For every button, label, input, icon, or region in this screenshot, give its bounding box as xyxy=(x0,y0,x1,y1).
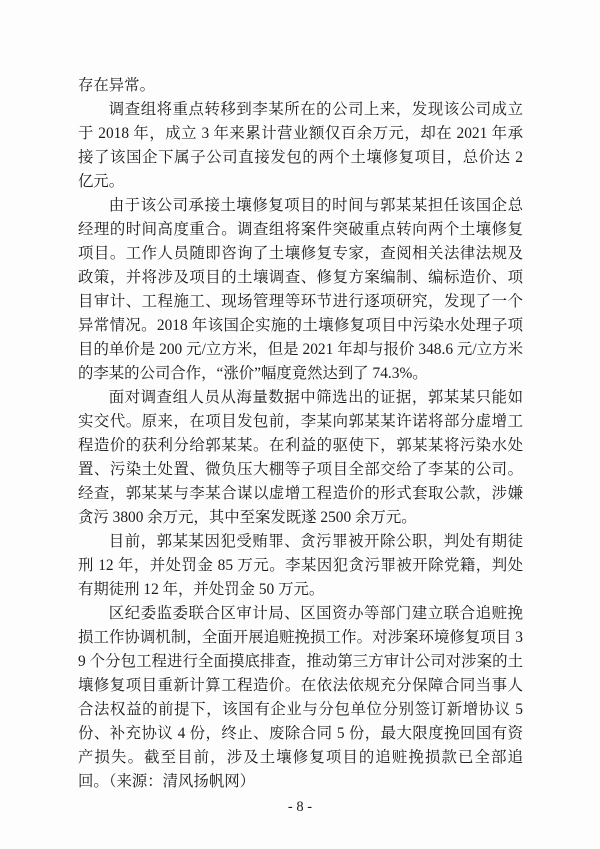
paragraph-confession: 面对调查组人员从海量数据中筛选出的证据，郭某某只能如实交代。原来，在项目发包前，李某向郭某某许诺将部分虚增工程造价的获利分给郭某某。在利益的驱使下，郭某某将污染水处置、污染土处置、微负压大棚等子项目全部交给了李某的公司。经查，郭某某与李某合谋以虚增工程造价的形式套取公款，涉嫌贪污 3800 余万元，其中至案发既遂 2500 余万元。 xyxy=(78,389,523,526)
document-body xyxy=(78,74,523,794)
paragraph-sentencing: 目前，郭某某因犯受贿罪、贪污罪被开除公职，判处有期徒刑 12 年，并处罚金 85 万元。李某因犯贪污罪被开除党籍，判处有期徒刑 12 年，并处罚金 50 万元。 xyxy=(78,533,523,598)
page-number: - 8 - xyxy=(287,799,313,815)
paragraph-investigation-detail: 由于该公司承接土壤修复项目的时间与郭某某担任该国企总经理的时间高度重合。调查组将案件突破重点转向两个土壤修复项目。工作人员随即咨询了土壤修复专家，查阅相关法律法规及政策，并将涉及项目的土壤调查、修复方案编制、编标造价、项目审计、工程施工、现场管理等环节进行逐项研究，发现了一个异常情况。2018 年该国企实施的土壤修复项目中污染水处理子项目的单价是 200 元/立方米，但是 2021 年却与报价 348.6 元/立方米的李某的公司合作，“涨价”幅度竟然达到了 74.3%。 xyxy=(78,197,523,382)
paragraph-recovery: 区纪委监委联合区审计局、区国资办等部门建立联合追赃挽损工作协调机制，全面开展追赃挽损工作。对涉案环境修复项目 39 个分包工程进行全面摸底排查，推动第三方审计公司对涉案的土壤修复项目重新计算工程造价。在依法依规充分保障合同当事人合法权益的前提下，该国有企业与分包单位分别签订新增协议 5 份、补充协议 4 份，终止、废除合同 5 份，最大限度挽回国有资产损失。截至目前，涉及土壤修复项目的追赃挽损款已全部追回。（来源：清风扬帆网） xyxy=(78,605,523,790)
paragraph-company-discovery: 调查组将重点转移到李某所在的公司上来，发现该公司成立于 2018 年，成立 3 年来累计营业额仅百余万元，却在 2021 年承接了该国企下属子公司直接发包的两个土壤修复项目，总价达 2 亿元。 xyxy=(78,101,523,190)
paragraph-continuation: 存在异常。 xyxy=(78,77,155,94)
